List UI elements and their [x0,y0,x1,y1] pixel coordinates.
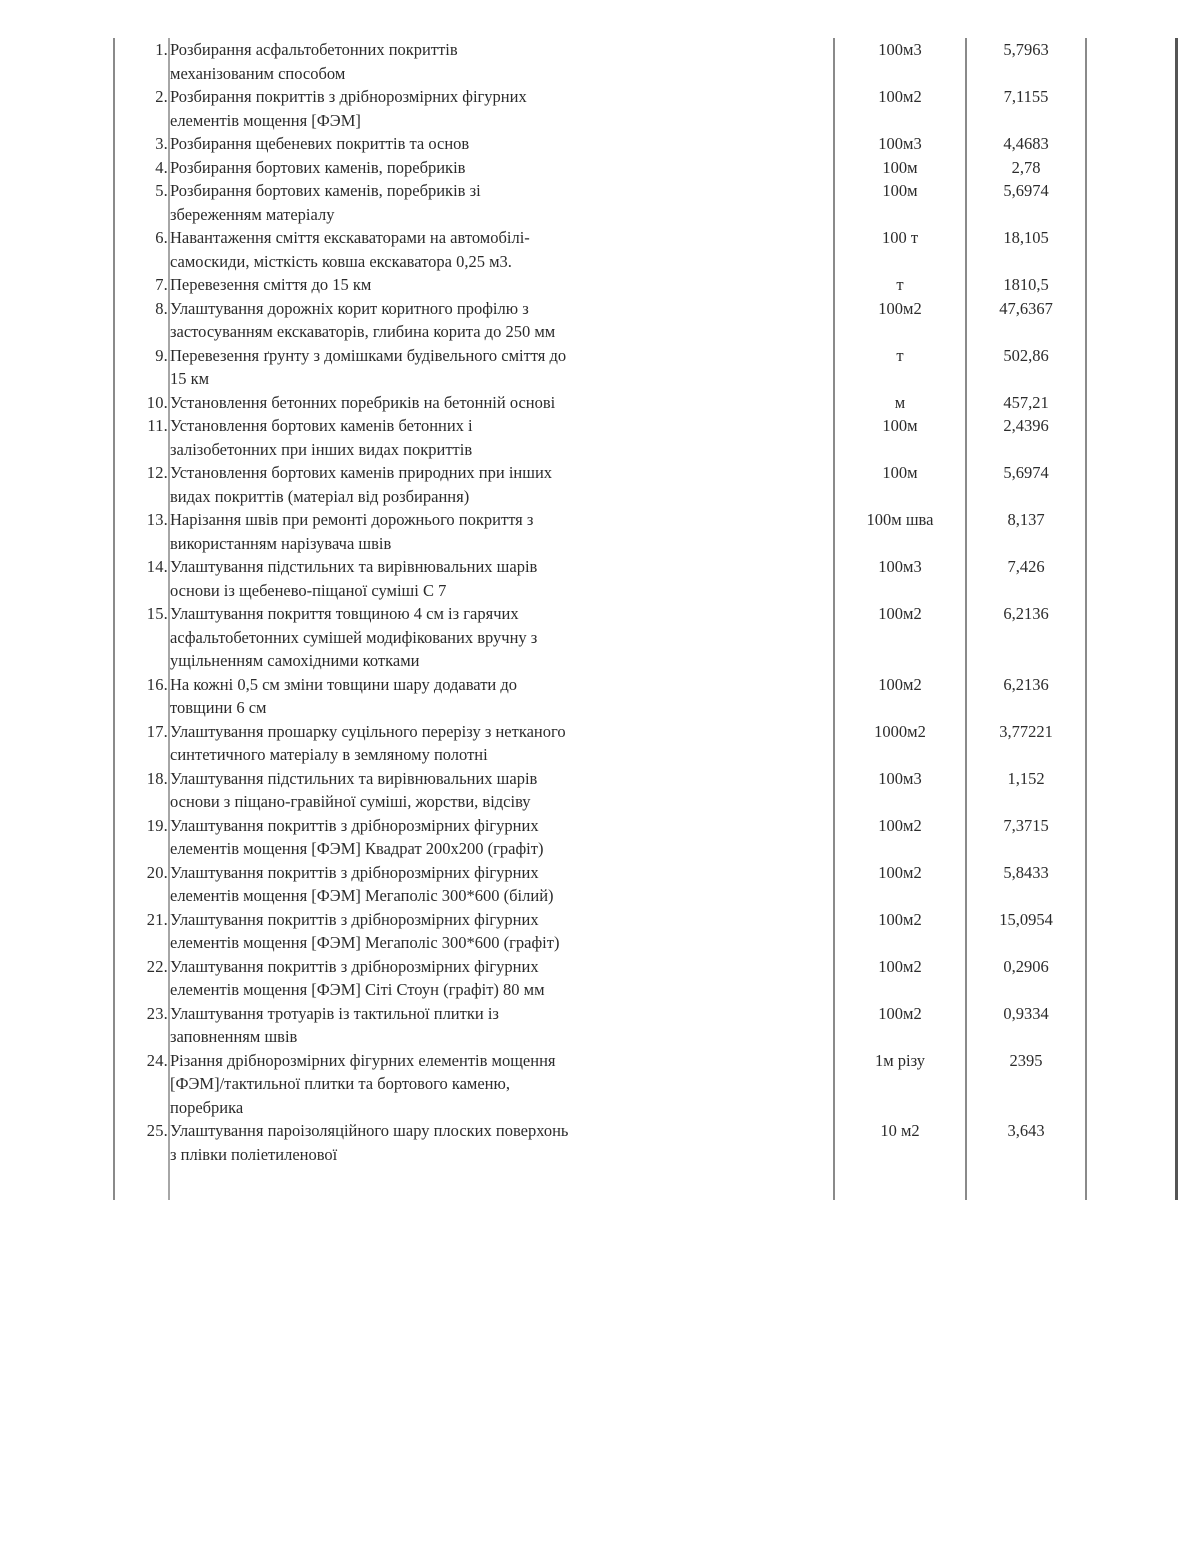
row-number: 18. [146,768,168,788]
row-number: 7. [155,275,168,294]
row-number: 2. [155,87,168,106]
row-number: 25. [146,1121,168,1140]
unit-of-measure: 100 т [881,228,919,247]
work-description [169,1002,834,1049]
unit-of-measure: 100м2 [878,909,922,929]
description-line: елементів мощення [ФЭМ] Мегаполіс 300*600 (білий) [170,886,554,905]
empty-cell-1 [1086,555,1176,602]
description-line: Установлення бортових каменів бетонних і [170,416,473,435]
row-number: 22. [146,956,168,976]
row-number: 20. [146,862,168,882]
table-row [114,297,1176,344]
quantity-value: 7,1155 [1003,87,1049,106]
quantity-value: 5,6974 [1003,181,1049,200]
description-line: Улаштування прошарку суцільного перерізу з нетканого [170,721,566,741]
quantity-value: 8,137 [1007,510,1045,529]
description-line: На кожні 0,5 см зміни товщини шару додавати до [170,674,518,694]
empty-cell-1 [1086,508,1176,555]
work-description [169,1049,834,1120]
empty-cell-1 [1086,1119,1176,1166]
description-line: асфальтобетонних сумішей модифікованих вручну з [170,627,538,647]
description-line: синтетичного матеріалу в земляному полотні [170,745,488,764]
description-line: 15 км [170,369,210,388]
description-line: Розбирання бортових каменів, поребриків зі [170,181,481,200]
table-row [114,1119,1176,1166]
unit-of-measure: 100м2 [878,956,922,976]
description-line: елементів мощення [ФЭМ] [170,110,361,130]
work-description [169,132,834,156]
description-line: Установлення бетонних поребриків на бетонній основі [170,392,556,412]
row-number: 8. [155,298,168,318]
quantity-value: 2395 [1009,1050,1043,1070]
works-table-body [114,38,1176,1166]
row-number: 15. [146,604,168,623]
empty-cell-1 [1086,38,1176,85]
work-description [169,156,834,180]
work-description [169,179,834,226]
table-row [114,1002,1176,1049]
quantity-value: 7,426 [1007,557,1045,576]
description-line: Перевезення ґрунту з домішками будівельного сміття до [170,345,567,365]
row-number: 16. [146,674,168,694]
table-row [114,602,1176,673]
work-description [169,673,834,720]
table-row [114,226,1176,273]
unit-of-measure: 100м2 [878,815,922,835]
table-row [114,38,1176,85]
description-line: збереженням матеріалу [170,204,335,224]
work-description [169,508,834,555]
unit-of-measure: 1000м2 [874,721,926,741]
work-description [169,226,834,273]
quantity-value: 1810,5 [1003,275,1049,294]
description-line: Улаштування підстильних та вирівнювальних шарів [170,768,538,788]
description-line: Улаштування дорожніх корит коритного профілю з [170,298,529,318]
empty-cell-1 [1086,414,1176,461]
description-line: Розбирання покриттів з дрібнорозмірних фігурних [170,87,527,106]
work-description [169,814,834,861]
unit-of-measure: 100м шва [866,510,934,529]
row-number: 13. [146,510,168,529]
unit-of-measure: т [896,275,904,294]
row-number: 17. [146,721,168,741]
description-line: Улаштування підстильних та вирівнювальних шарів [170,557,538,576]
row-number: 11. [147,416,168,435]
description-line: Улаштування покриттів з дрібнорозмірних фігурних [170,956,539,976]
foot-cell-desc [169,1166,834,1200]
row-number: 19. [146,815,168,835]
unit-of-measure: 100м2 [878,298,922,318]
work-description [169,861,834,908]
empty-cell-1 [1086,1002,1176,1049]
quantity-value: 3,77221 [999,721,1053,741]
quantity-value: 2,78 [1011,157,1041,177]
unit-of-measure: 100м [882,416,918,435]
description-line: [ФЭМ]/тактильної плитки та бортового каменю, [170,1074,510,1093]
unit-of-measure: 100м2 [878,674,922,694]
foot-cell-unit [834,1166,966,1200]
empty-cell-1 [1086,720,1176,767]
row-number: 12. [146,463,168,482]
description-line: основи із щебенево-піщаної суміші С 7 [170,580,447,600]
description-line: Навантаження сміття екскаваторами на автомобілі- [170,228,530,247]
description-line: ущільненням самохідними котками [170,651,420,670]
quantity-value: 2,4396 [1003,416,1049,435]
quantity-value: 5,8433 [1003,862,1049,882]
foot-cell-blank1 [1086,1166,1176,1200]
table-row [114,179,1176,226]
row-number: 4. [155,157,168,177]
work-description [169,85,834,132]
table-row [114,814,1176,861]
description-line: Улаштування покриттів з дрібнорозмірних фігурних [170,909,539,929]
work-description [169,344,834,391]
quantity-value: 47,6367 [999,298,1053,318]
table-row [114,673,1176,720]
description-line: Улаштування тротуарів із тактильної плитки із [170,1003,499,1023]
table-row [114,344,1176,391]
unit-of-measure: 100м3 [878,134,922,153]
foot-cell-no [114,1166,169,1200]
work-description [169,555,834,602]
unit-of-measure: т [896,345,904,365]
row-number: 21. [146,909,168,929]
description-line: залізобетонних при інших видах покриттів [170,439,473,459]
empty-cell-1 [1086,602,1176,673]
quantity-value: 6,2136 [1003,674,1049,694]
row-number: 9. [155,345,168,365]
empty-cell-1 [1086,814,1176,861]
description-line: елементів мощення [ФЭМ] Сіті Стоун (графіт) 80 мм [170,980,545,999]
work-description [169,602,834,673]
description-line: Нарізання швів при ремонті дорожнього покриття з [170,510,534,529]
work-description [169,273,834,297]
work-description [169,908,834,955]
quantity-value: 18,105 [1003,228,1049,247]
empty-cell-1 [1086,767,1176,814]
work-description [169,767,834,814]
empty-cell-1 [1086,461,1176,508]
unit-of-measure: 100м3 [878,40,922,59]
row-number: 3. [155,134,168,153]
empty-cell-1 [1086,391,1176,415]
table-row [114,1049,1176,1120]
description-line: застосуванням екскаваторів, глибина корита до 250 мм [170,322,556,341]
empty-cell-1 [1086,1049,1176,1120]
description-line: Перевезення сміття до 15 км [170,275,372,294]
table-row [114,908,1176,955]
unit-of-measure: 1м різу [874,1050,926,1070]
empty-cell-1 [1086,179,1176,226]
unit-of-measure: м [894,392,906,412]
quantity-value: 5,7963 [1003,40,1049,59]
empty-cell-1 [1086,273,1176,297]
unit-of-measure: 100м2 [878,87,922,106]
unit-of-measure: 100м3 [878,768,922,788]
empty-cell-1 [1086,297,1176,344]
unit-of-measure: 100м [882,157,918,177]
row-number: 24. [146,1050,168,1070]
quantity-value: 15,0954 [999,909,1053,929]
description-line: видах покриттів (матеріал від розбирання) [170,486,470,506]
unit-of-measure: 100м2 [878,862,922,882]
description-line: Улаштування пароізоляційного шару плоских поверхонь [170,1121,569,1140]
description-line: Улаштування покриттів з дрібнорозмірних фігурних [170,862,539,882]
description-line: механізованим способом [170,63,346,83]
table-row [114,156,1176,180]
empty-cell-1 [1086,344,1176,391]
work-description [169,414,834,461]
description-line: елементів мощення [ФЭМ] Мегаполіс 300*600 (графіт) [170,933,560,952]
description-line: Улаштування покриття товщиною 4 см із гарячих [170,604,519,623]
quantity-value: 5,6974 [1003,463,1049,482]
empty-cell-1 [1086,132,1176,156]
description-line: Установлення бортових каменів природних при інших [170,463,553,482]
description-line: заповненням швів [170,1027,298,1046]
work-description [169,1119,834,1166]
table-foot-spacer [114,1166,1176,1200]
empty-cell-1 [1086,85,1176,132]
empty-cell-1 [1086,908,1176,955]
description-line: поребрика [170,1097,244,1117]
description-line: використанням нарізувача швів [170,533,392,553]
description-line: самоскиди, місткість ковша екскаватора 0,25 м3. [170,251,512,271]
row-number: 10. [146,392,168,412]
row-number: 1. [155,40,168,59]
description-line: Розбирання бортових каменів, поребриків [170,157,466,177]
table-row [114,414,1176,461]
quantity-value: 7,3715 [1003,815,1049,835]
quantity-value: 0,2906 [1003,956,1049,976]
description-line: Різання дрібнорозмірних фігурних елементів мощення [170,1050,556,1070]
description-line: Розбирання асфальтобетонних покриттів [170,40,458,59]
table-row [114,555,1176,602]
table-row [114,767,1176,814]
foot-cell-qty [966,1166,1086,1200]
table-row [114,461,1176,508]
table-row [114,132,1176,156]
empty-cell-1 [1086,226,1176,273]
table-row [114,85,1176,132]
unit-of-measure: 100м2 [878,1003,922,1023]
work-description [169,720,834,767]
empty-cell-1 [1086,861,1176,908]
quantity-value: 3,643 [1007,1121,1045,1140]
work-description [169,38,834,85]
unit-of-measure: 100м [882,181,918,200]
quantity-value: 0,9334 [1003,1003,1049,1023]
table-row [114,861,1176,908]
quantity-value: 1,152 [1007,768,1045,788]
row-number: 23. [146,1003,168,1023]
row-number: 6. [155,228,168,247]
table-row [114,720,1176,767]
quantity-value: 6,2136 [1003,604,1049,623]
quantity-value: 457,21 [1003,392,1049,412]
quantity-value: 4,4683 [1003,134,1049,153]
description-line: Улаштування покриттів з дрібнорозмірних фігурних [170,815,539,835]
description-line: товщини 6 см [170,698,267,717]
work-description [169,461,834,508]
unit-of-measure: 100м3 [878,557,922,576]
description-line: з плівки поліетиленової [170,1144,338,1164]
description-line: основи з піщано-гравійної суміші, жорстви, відсіву [170,792,531,811]
description-line: Розбирання щебеневих покриттів та основ [170,134,470,153]
work-description [169,955,834,1002]
work-description [169,391,834,415]
table-row [114,955,1176,1002]
unit-of-measure: 10 м2 [880,1121,920,1140]
row-number: 14. [146,557,168,576]
table-row [114,391,1176,415]
unit-of-measure: 100м2 [878,604,922,623]
table-row [114,273,1176,297]
unit-of-measure: 100м [882,463,918,482]
work-description [169,297,834,344]
empty-cell-1 [1086,673,1176,720]
empty-cell-1 [1086,955,1176,1002]
works-quantities-table [113,38,1176,1200]
table-row [114,508,1176,555]
empty-cell-1 [1086,156,1176,180]
quantity-value: 502,86 [1003,345,1049,365]
row-number: 5. [155,181,168,200]
description-line: елементів мощення [ФЭМ] Квадрат 200х200 (графіт) [170,839,544,858]
